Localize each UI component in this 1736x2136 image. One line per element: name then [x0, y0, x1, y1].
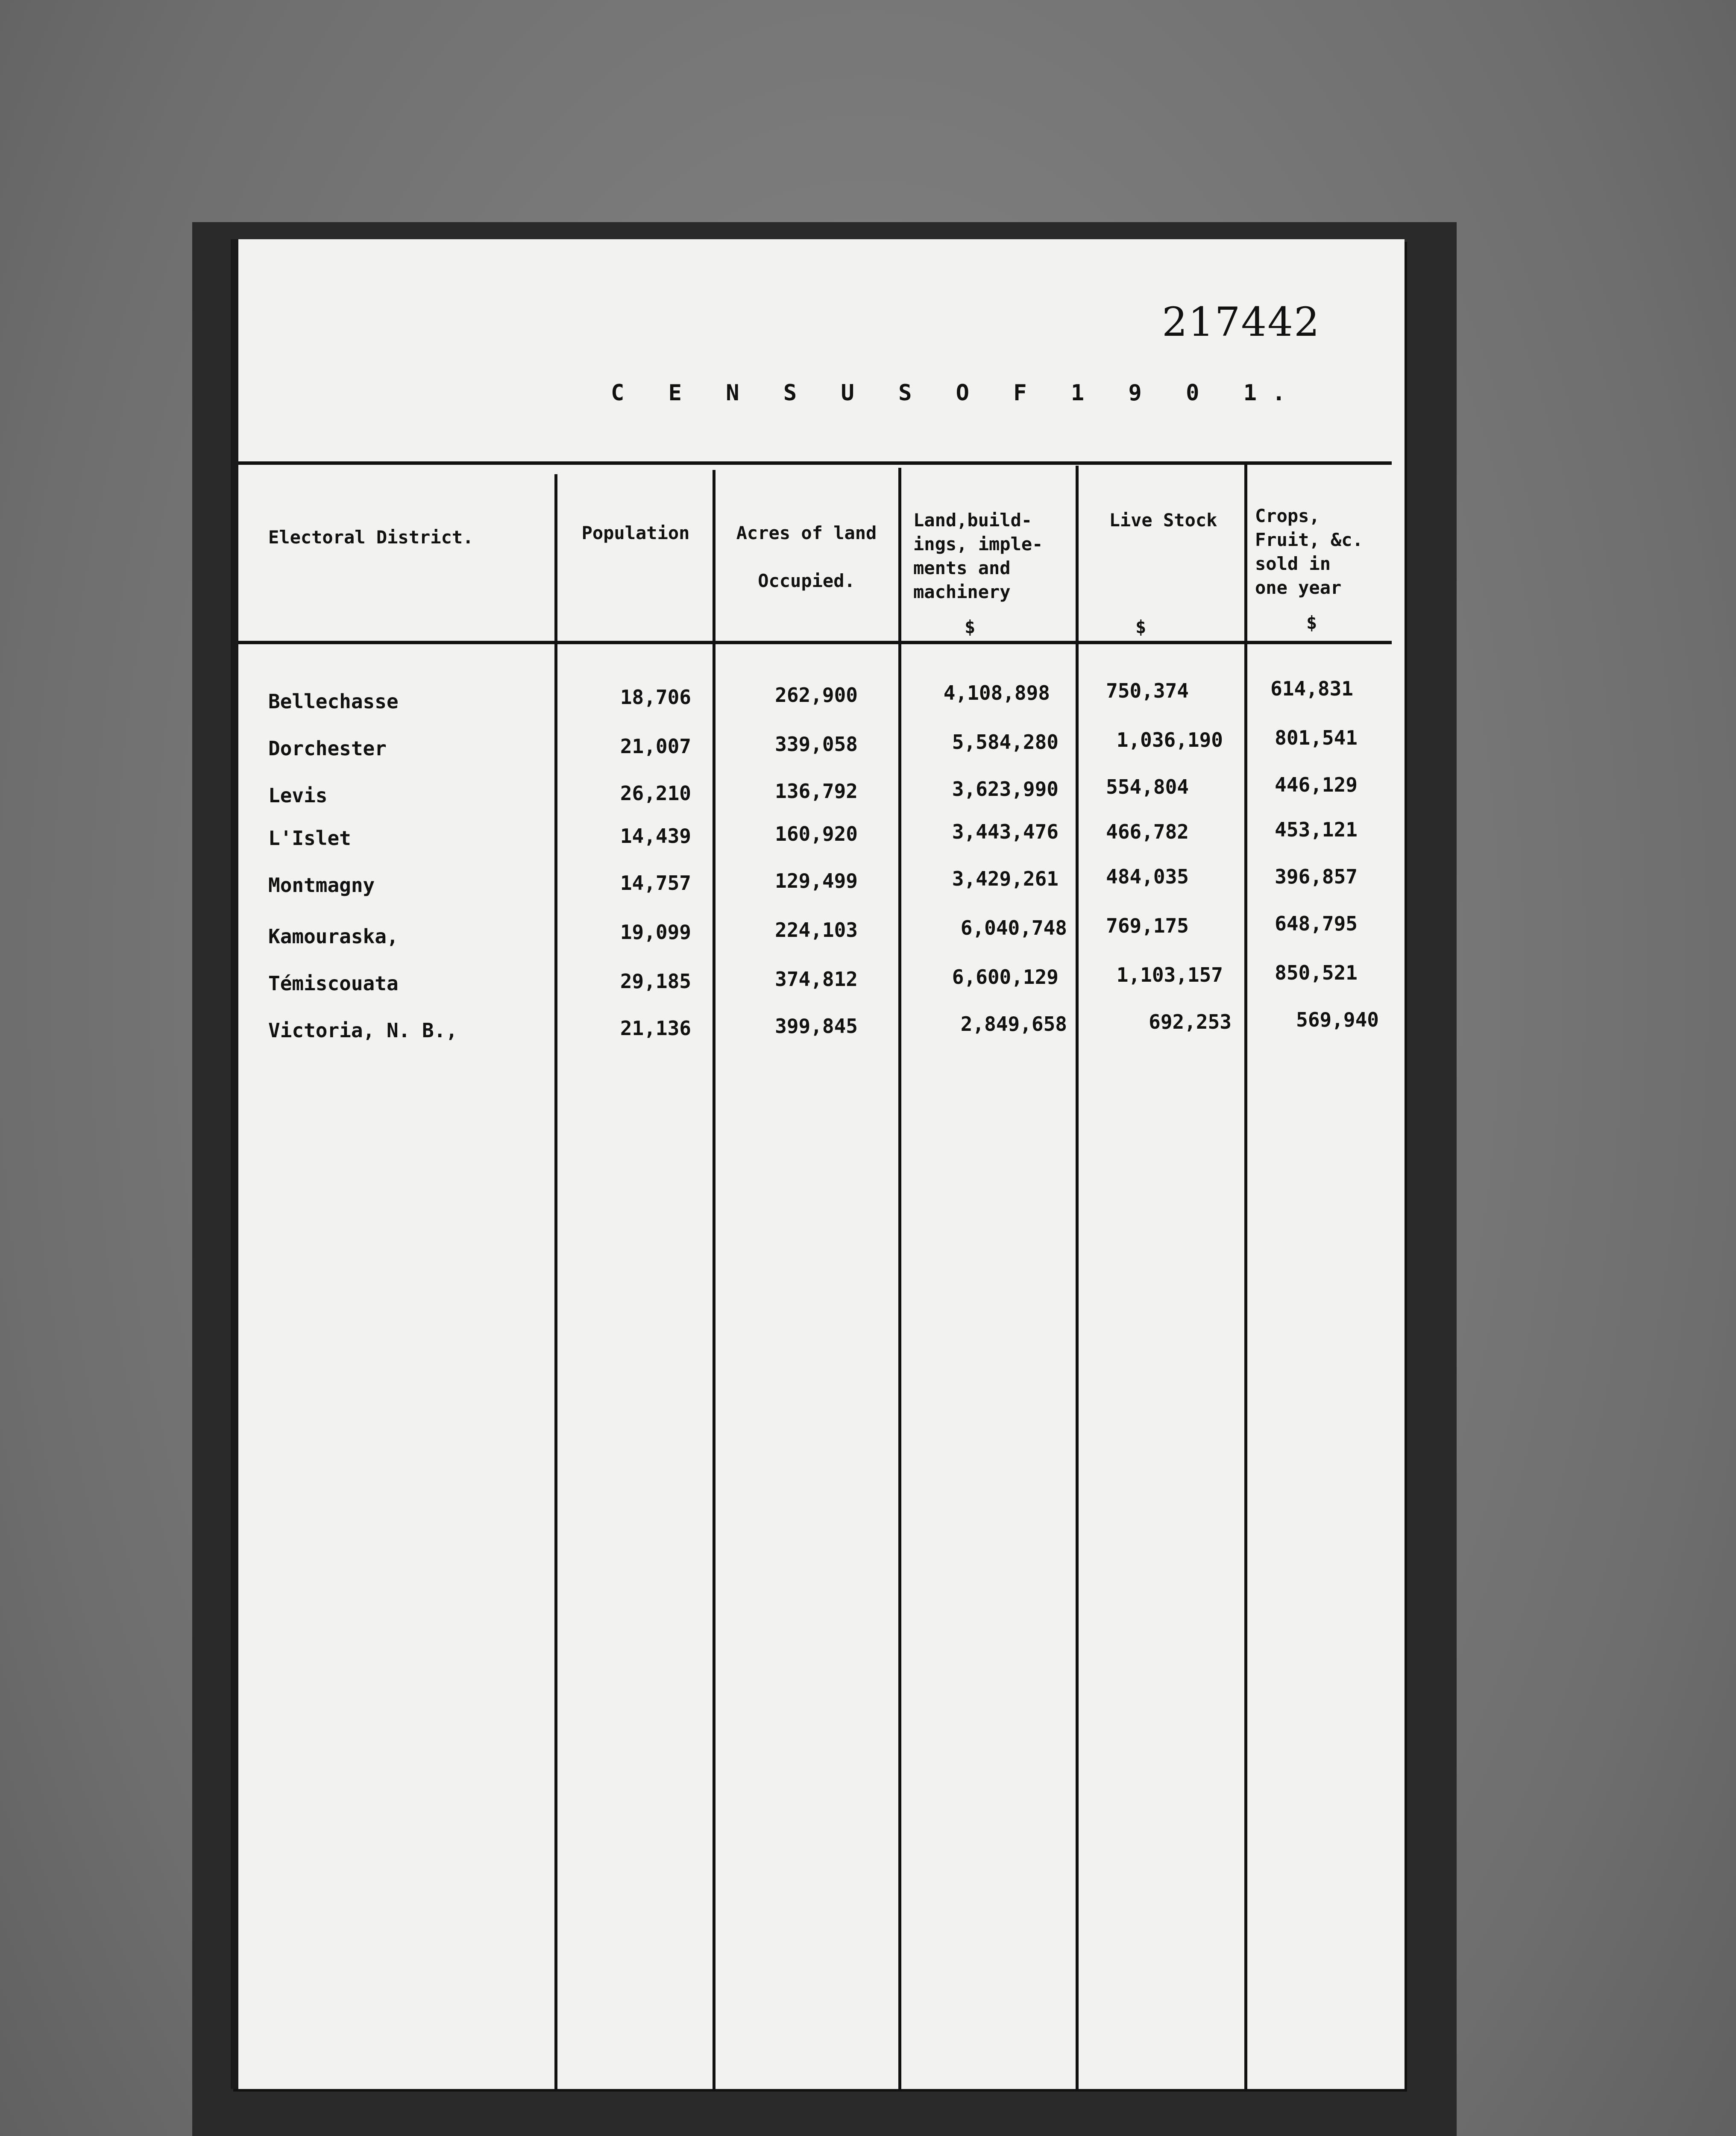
row-livestock: 1,036,190	[1116, 728, 1223, 751]
row-livestock: 750,374	[1106, 679, 1189, 702]
header-district: Electoral District.	[268, 527, 474, 548]
row-crops: 446,129	[1275, 773, 1358, 796]
row-acres: 136,792	[775, 780, 858, 803]
column-rule-5	[1244, 464, 1247, 2089]
header-acres: Acres of land Occupied.	[736, 522, 877, 591]
header-livestock: Live Stock	[1109, 510, 1217, 531]
column-rule-1	[554, 474, 557, 2089]
row-population: 14,439	[620, 824, 691, 848]
census-table	[238, 461, 1392, 2089]
row-livestock: 484,035	[1106, 865, 1189, 888]
row-crops: 648,795	[1275, 912, 1358, 935]
row-crops: 453,121	[1275, 818, 1358, 841]
row-land: 4,108,898	[943, 681, 1050, 704]
row-acres: 224,103	[775, 918, 858, 942]
header-crops: Crops, Fruit, &c. sold in one year	[1255, 505, 1363, 598]
row-population: 26,210	[620, 782, 691, 805]
row-district: Levis	[268, 784, 328, 807]
row-crops: 801,541	[1275, 726, 1358, 749]
row-acres: 339,058	[775, 733, 858, 756]
unit-crops: $	[1306, 612, 1317, 633]
row-district: Montmagny	[268, 874, 375, 897]
row-acres: 262,900	[775, 684, 858, 707]
row-livestock: 692,253	[1149, 1010, 1232, 1033]
row-livestock: 466,782	[1106, 820, 1189, 843]
column-rule-3	[898, 468, 901, 2089]
column-rule-4	[1076, 466, 1079, 2089]
row-acres: 374,812	[775, 968, 858, 991]
row-acres: 399,845	[775, 1015, 858, 1038]
row-land: 2,849,658	[960, 1012, 1067, 1036]
row-district: Bellechasse	[268, 690, 399, 713]
header-population: Population	[581, 522, 690, 543]
row-land: 3,623,990	[952, 778, 1059, 801]
row-district: L'Islet	[268, 827, 351, 850]
page-title: C E N S U S O F 1 9 0 1.	[611, 380, 1301, 406]
row-land: 5,584,280	[952, 731, 1059, 754]
row-population: 21,007	[620, 735, 691, 758]
row-land: 6,040,748	[960, 916, 1067, 939]
row-crops: 569,940	[1296, 1008, 1379, 1031]
row-population: 19,099	[620, 921, 691, 944]
unit-land: $	[965, 616, 976, 637]
row-district: Victoria, N. B.,	[268, 1019, 458, 1042]
unit-livestock: $	[1135, 616, 1147, 637]
row-acres: 129,499	[775, 869, 858, 892]
row-crops: 850,521	[1275, 961, 1358, 984]
header-bottom-rule	[238, 641, 1392, 644]
row-district: Témiscouata	[268, 972, 399, 995]
row-livestock: 1,103,157	[1116, 963, 1223, 986]
row-livestock: 554,804	[1106, 775, 1189, 798]
row-livestock: 769,175	[1106, 914, 1189, 937]
row-district: Kamouraska,	[268, 925, 399, 948]
header-land: Land,build- ings, imple- ments and machinery	[913, 510, 1043, 602]
row-population: 14,757	[620, 871, 691, 895]
row-population: 18,706	[620, 686, 691, 709]
document-number: 217442	[1162, 299, 1320, 346]
row-land: 6,600,129	[952, 965, 1059, 989]
column-rule-2	[713, 470, 716, 2089]
row-population: 29,185	[620, 970, 691, 993]
row-land: 3,443,476	[952, 820, 1059, 843]
table-top-rule	[238, 461, 1392, 465]
row-acres: 160,920	[775, 822, 858, 845]
row-district: Dorchester	[268, 737, 387, 760]
row-population: 21,136	[620, 1017, 691, 1040]
row-land: 3,429,261	[952, 867, 1059, 890]
row-crops: 396,857	[1275, 865, 1358, 888]
row-crops: 614,831	[1270, 677, 1353, 700]
